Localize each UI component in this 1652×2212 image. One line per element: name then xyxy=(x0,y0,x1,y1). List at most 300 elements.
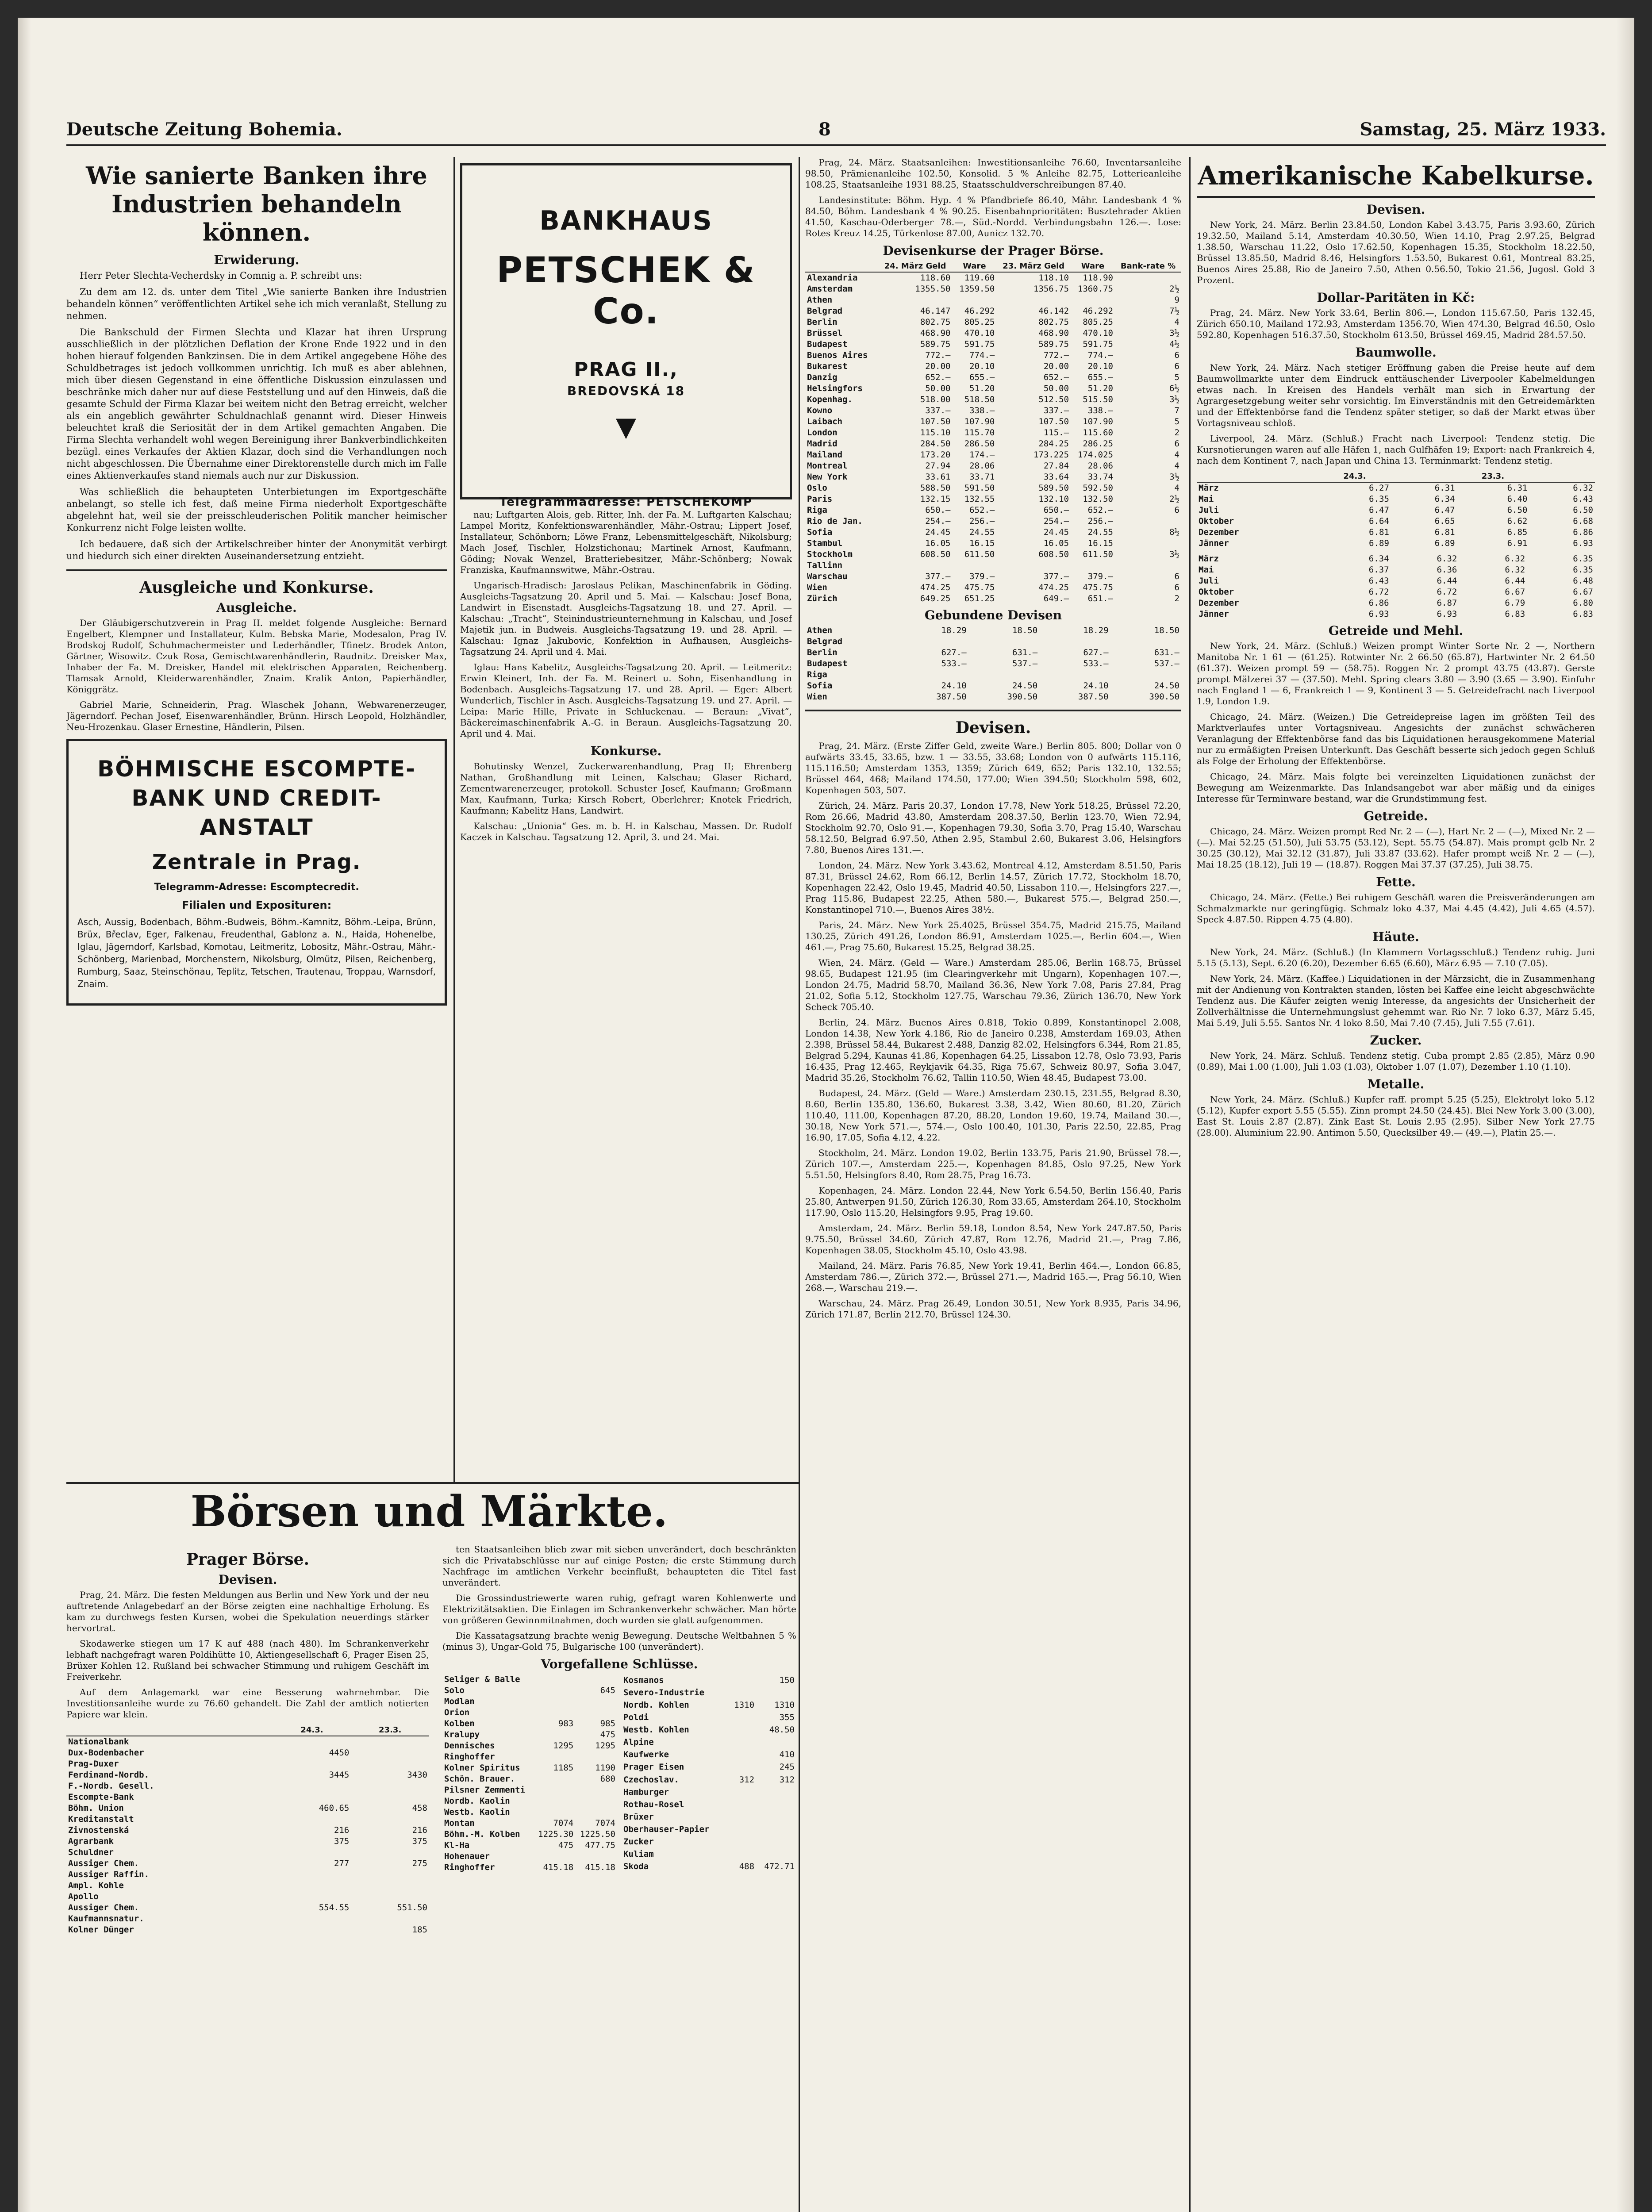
table-cell: 390.50 xyxy=(1007,692,1038,702)
table-cell xyxy=(351,1759,429,1770)
paragraph: New York, 24. März. (Kaffee.) Liquidationen in der Märzsicht, die in Zusammenhang mit der Andienung von Kontrakten standen, lösten bei Kaffee eine leicht abgeschwächte Tendenz aus. Die Käufer zeigten wenig Interesse, da angesichts der Unsicherheit der Zollverhältnisse die Unternehmungslust gehemmt war. Rio Nr. 7 loko 6.37, März 5.45, Mai 5.49, Juli 5.55. Santos Nr. 4 loko 8.50, Mai 7.40 (7.45), Juli 7.55 (7.61). xyxy=(1197,973,1595,1028)
table-cell xyxy=(728,1848,756,1861)
table-cell: 4½ xyxy=(1169,339,1179,349)
table-row xyxy=(805,328,1181,339)
table-cell: 312 xyxy=(739,1774,755,1785)
table-cell: 6.32 xyxy=(1505,554,1525,564)
table-cell: 591.75 xyxy=(964,339,995,349)
row-label: Berlin xyxy=(807,317,838,327)
table-cell: 338.— xyxy=(1087,406,1113,415)
row-label: Escompte-Bank xyxy=(68,1792,134,1802)
paragraph: Der Gläubigerschutzverein in Prag II. meldet folgende Ausgleiche: Bernard Engelbert, Klempner und Installateur, Kulm. Bebska Marie, Modesalon, Prag IV. Brodskoj Rudolf, Schuhmachermeister und Lederhändler, Tfinetz. Brodek Anton, Gärtner, Wisowitz. Czuk Rosa, Gemischtwarenhändlerin, Raudnitz. Dreisker Max, Inhaber der Fa. M. Dreisker, Handel mit elektrischen Apparaten, Reichenberg. Tlamsak Arnold, Kleiderwarenhändler, Znaim. Kralik Anton, Papierhändler, Königgrätz. xyxy=(66,618,447,695)
table-cell: 9 xyxy=(1174,295,1179,305)
table-row xyxy=(805,284,1181,295)
row-label: Kuliam xyxy=(623,1849,654,1859)
paragraph: Prag, 24. März. New York 33.64, Berlin 806.—, London 115.67.50, Paris 132.45, Zürich 650.10, Mailand 172.93, Amsterdam 1356.70, Wien 474.30, Belgrad 46.50, Oslo 592.80, Kopenhagen 516.37.50, Stockholm 613.50, Brüssel 469.45, Madrid 284.57.50. xyxy=(1197,307,1595,340)
boerse-column-right xyxy=(442,1544,796,2212)
row-label: Prag-Duxer xyxy=(68,1759,119,1769)
table-cell: 802.75 xyxy=(920,317,951,327)
table-row xyxy=(1197,482,1595,494)
table-cell: 185 xyxy=(412,1925,427,1935)
table-cell: 655.— xyxy=(969,373,995,382)
table-cell: 415.18 xyxy=(585,1863,615,1872)
devisen-table xyxy=(805,261,1181,604)
table-row xyxy=(442,1763,617,1774)
row-label: Stambul xyxy=(807,538,843,548)
table-cell: 46.142 xyxy=(1038,306,1069,316)
table-cell xyxy=(1039,636,1110,647)
table-cell: 312 xyxy=(779,1774,795,1785)
table-cell: 28.06 xyxy=(1087,461,1113,471)
column-1 xyxy=(66,157,447,1484)
table-cell xyxy=(1115,538,1181,549)
table-cell: 275 xyxy=(412,1859,427,1868)
row-label: Sofia xyxy=(807,527,833,537)
table-cell: 680 xyxy=(600,1774,615,1784)
table-cell: 805.25 xyxy=(1083,317,1113,327)
table-row xyxy=(805,691,1181,703)
table-cell: 173.225 xyxy=(1033,450,1069,460)
row-label: März xyxy=(1199,554,1219,564)
table-cell: 6.32 xyxy=(1437,554,1457,564)
row-label: Mailand xyxy=(807,450,843,460)
table-cell: 608.50 xyxy=(920,549,951,559)
table-cell: 551.50 xyxy=(397,1903,427,1912)
devisen-reports xyxy=(805,741,1181,1320)
row-label: Oberhauser-Papier xyxy=(623,1824,710,1835)
prager-boerse-title: Prager Börse. xyxy=(186,1550,310,1569)
table-cell: 173.20 xyxy=(920,450,951,460)
table-cell xyxy=(756,1686,796,1699)
table-cell: 18.29 xyxy=(941,626,967,635)
row-label: Alpine xyxy=(623,1737,654,1747)
table-row xyxy=(622,1774,796,1786)
table-row xyxy=(66,1792,429,1803)
table-cell: 379.— xyxy=(1087,572,1113,581)
table-cell: 20.00 xyxy=(1043,361,1069,371)
table-cell: 150 xyxy=(779,1675,795,1685)
table-cell: 337.— xyxy=(925,406,951,415)
table-row xyxy=(442,1674,617,1685)
row-label: Solo xyxy=(444,1686,465,1695)
table-cell xyxy=(952,295,996,306)
table-cell: 33.71 xyxy=(969,472,995,482)
row-label: Kl-Ha xyxy=(444,1840,470,1850)
table-cell: 6.93 xyxy=(1573,538,1593,548)
table-row xyxy=(442,1685,617,1696)
table-cell: 115.70 xyxy=(964,428,995,438)
table-cell: 533.— xyxy=(1083,659,1109,668)
table-cell: 7½ xyxy=(1169,306,1179,316)
row-label: Jänner xyxy=(1199,538,1229,548)
row-label: März xyxy=(1199,483,1219,493)
paragraph: New York, 24. März. Schluß. Tendenz stetig. Cuba prompt 2.85 (2.85), März 0.90 (0.89), Mai 1.00 (1.00), Juli 1.03 (1.03), Oktober 1.07 (1.07), Dezember 1.10 (1.10). xyxy=(1197,1050,1595,1072)
baumwolle-table-neworleans xyxy=(1197,553,1595,620)
table-row xyxy=(442,1796,617,1807)
table-cell: 774.— xyxy=(1087,350,1113,360)
page-fold-shadow xyxy=(18,18,31,2212)
table-cell: 477.75 xyxy=(585,1840,615,1850)
row-label: Laibach xyxy=(807,417,843,426)
table-row xyxy=(805,405,1181,416)
table-cell: 118.60 xyxy=(920,273,951,283)
table-cell: 6 xyxy=(1174,439,1179,449)
ausgleiche-text xyxy=(66,618,447,733)
table-cell: 533.— xyxy=(941,659,967,668)
ad-city: PRAG II., xyxy=(574,358,678,381)
getreide-title: Getreide und Mehl. xyxy=(1328,623,1464,638)
table-cell: 554.55 xyxy=(319,1903,350,1912)
column-rule xyxy=(1189,157,1191,2212)
table-cell: 6.93 xyxy=(1437,609,1457,619)
paragraph: Die Grossindustriewerte waren ruhig, gefragt waren Kohlenwerte und Elektrizitätsaktien. Die Einlagen im Schrankenverkehr schwächer. Man hörte von größeren Gewinnmitnahmen, doch wurden sie glatt aufgenommen. xyxy=(442,1593,796,1625)
table-cell: 774.— xyxy=(969,350,995,360)
row-label: Westb. Kaolin xyxy=(444,1807,510,1817)
devisenkurse-title: Devisenkurse der Prager Börse. xyxy=(883,243,1104,258)
table-cell: 7074 xyxy=(553,1818,574,1828)
row-label: Seliger & Balle xyxy=(444,1674,520,1684)
table-cell: 652.— xyxy=(925,373,951,382)
table-cell xyxy=(728,1674,756,1686)
table-cell: 1310 xyxy=(734,1700,755,1710)
table-cell: 468.90 xyxy=(920,328,951,338)
table-row xyxy=(805,438,1181,449)
row-label: Amsterdam xyxy=(807,284,853,294)
row-label: Oktober xyxy=(1199,587,1234,597)
table-cell: 649.— xyxy=(1043,594,1069,603)
table-cell: 132.10 xyxy=(1038,494,1069,504)
table-cell: 518.50 xyxy=(964,395,995,404)
table-cell: 3½ xyxy=(1169,395,1179,404)
table-cell: 6.43 xyxy=(1573,494,1593,504)
table-row xyxy=(66,1913,429,1924)
table-cell: 4450 xyxy=(329,1748,350,1758)
table-cell: 589.75 xyxy=(1038,339,1069,349)
row-label: Hohenauer xyxy=(444,1851,490,1861)
table-cell xyxy=(728,1724,756,1736)
row-label: F.-Nordb. Gesell. xyxy=(68,1781,154,1791)
table-row xyxy=(622,1724,796,1736)
table-cell: 33.64 xyxy=(1043,472,1069,482)
table-cell: 24.50 xyxy=(1012,681,1038,691)
paragraph: New York, 24. März. (Schluß.) (In Klammern Vortagsschluß.) Tendenz ruhig. Juni 5.15 (5.13), Sept. 6.20 (6.20), Dezember 6.65 (6.60), März 6.95 — 7.10 (7.05). xyxy=(1197,947,1595,968)
table-cell: 6.35 xyxy=(1573,554,1593,564)
row-label: Helsingfors xyxy=(807,384,863,393)
table-row xyxy=(622,1848,796,1861)
table-cell: 488 xyxy=(739,1862,755,1872)
masthead xyxy=(66,117,1606,146)
paragraph: Prag, 24. März. Die festen Meldungen aus Berlin und New York und der neu auftretende Anlagebedarf an der Börse zeigten eine nachhaltige Erholung. Es kam zu durchwegs festen Kursen, wobei die Spekulation neuerdings stärker hervortrat. xyxy=(66,1590,429,1633)
table-cell xyxy=(575,1707,617,1718)
paragraph: New York, 24. März. (Schluß.) Weizen prompt Winter Sorte Nr. 2 —, Northern Manitoba Nr. 1 61 — (61.25). Rotwinter Nr. 2 66.50 (65.87), Hartwinter Nr. 2 64.50 (61.37). Weizen prompt 59 — (58.75). Roggen Nr. 2 prompt 43.75 (43.87). Gerste prompt Mälzerei 37 — (37.50). Mehl. Spring clears 3.80 — 3.90 (3.65 — 3.90). Einfuhr nach England 1 — 6, Frankreich 1 — 9, Kontinent 3 — 5. Getreidefracht nach Liverpool 1.9, London 1.9. xyxy=(1197,641,1595,707)
paragraph: Ich bedauere, daß sich der Artikelschreiber hinter der Anonymität verbirgt und hiedurch sich einer direkten Auseinandersetzung entzieht. xyxy=(66,539,447,561)
table-row xyxy=(66,1902,429,1913)
table-cell xyxy=(756,1836,796,1848)
ad-branches-title: Filialen und Exposituren: xyxy=(181,899,332,911)
table-cell: 651.25 xyxy=(964,594,995,603)
table-cell: 51.20 xyxy=(969,384,995,393)
table-cell xyxy=(273,1781,351,1792)
row-label: Wien xyxy=(807,692,827,702)
table-cell: 6.86 xyxy=(1368,598,1389,608)
table-cell: 468.90 xyxy=(1038,328,1069,338)
row-label: Kopenhag. xyxy=(807,395,853,404)
table-cell: 6.64 xyxy=(1369,516,1389,526)
table-row xyxy=(805,582,1181,593)
table-row xyxy=(622,1798,796,1811)
table-row xyxy=(1197,565,1595,576)
table-row xyxy=(66,1847,429,1858)
table-row xyxy=(805,272,1181,284)
row-label: Sofia xyxy=(807,681,833,691)
table-cell: 472.71 xyxy=(764,1862,795,1872)
table-cell: 107.50 xyxy=(1038,417,1069,426)
table-cell xyxy=(728,1798,756,1811)
table-cell xyxy=(756,1848,796,1861)
row-label: Mai xyxy=(1199,565,1214,575)
table-cell: 6.36 xyxy=(1437,565,1457,575)
table-cell: 6.81 xyxy=(1434,527,1455,537)
devisen-subtitle: Devisen. xyxy=(218,1572,277,1587)
table-cell: 24.10 xyxy=(941,681,967,691)
table-cell xyxy=(728,1811,756,1823)
paragraph: Chicago, 24. März. Mais folgte bei vereinzelten Liquidationen zunächst der Bewegung am Weizenmarkte. Das Inlandsangebot war aber mäßig und da einiges Interesse für Terminware bestand, war die Grundstimmung fest. xyxy=(1197,771,1595,804)
table-cell xyxy=(273,1880,351,1891)
row-label: Kowno xyxy=(807,406,833,415)
table-cell: 475 xyxy=(558,1840,574,1850)
table-cell: 627.— xyxy=(1083,648,1109,657)
paragraph: Prag, 24. März. Staatsanleihen: Inwestitionsanleihe 76.60, Inventarsanleihe 98.50, Prämienanleihe 102.50, Konsolid. 5 % Anleihe 82.75, Lotterieanleihe 108.25, Staatsanleihe 1931 88.25, Staatsschuldverschreibungen 87.40. xyxy=(805,157,1181,190)
row-label: Budapest xyxy=(807,659,848,668)
row-label: Montan xyxy=(444,1818,475,1828)
table-cell xyxy=(1115,272,1181,284)
table-cell xyxy=(756,1811,796,1823)
fette-title: Fette. xyxy=(1376,875,1416,889)
paragraph: Die Bankschuld der Firmen Slechta und Klazar hat ihren Ursprung ausschließlich in der plötzlichen Deflation der Krone Ende 1922 und in den hohen hierauf folgenden Bankzinsen. Die in dem Artikel angegebene Höhe des Schuldbetrages ist jedoch vollkommen unrichtig. Ich muß es aber ablehnen, mich über diesen Gegenstand in eine öffentliche Diskussion einzulassen und beschränke mich daher nur auf diese Feststellung und auf den Hinweis, daß die gesamte Schuld der Firma Klazar bei weitem nicht den Betrag erreicht, welcher als ein angeblich gewährter Schuldnachlaß genannt wird. Dieser Hinweis beleuchtet kraß die Seriosität der in dem Artikel gemachten Angaben. Die Firma Slechta verhandelt wohl wegen Bereinigung ihrer Bankverbindlichkeiten bezügl. eines Verkaufes der Aktien Klazar, doch sind die Verhandlungen noch nicht abgeschlossen. Die Übernahme einer Direktorenstelle durch mich im Falle eines Aktienverkaufes stand niemals auch nur zur Diskussion. xyxy=(66,327,447,481)
table-row xyxy=(66,1770,429,1781)
table-cell xyxy=(968,636,1039,647)
table-cell: 2½ xyxy=(1169,494,1179,504)
table-cell: 537.— xyxy=(1154,659,1179,668)
row-label: Nordb. Kaolin xyxy=(444,1796,510,1806)
table-cell: 5 xyxy=(1174,373,1179,382)
table-cell: 338.— xyxy=(969,406,995,415)
table-row xyxy=(66,1858,429,1869)
metalle-title: Metalle. xyxy=(1367,1077,1425,1091)
boerse-report-continued xyxy=(442,1544,796,1652)
ad-firm-name: PETSCHEK & Co. xyxy=(496,250,756,332)
row-label: Aussiger Chem. xyxy=(68,1859,139,1868)
table-cell: 387.50 xyxy=(936,692,967,702)
row-label: Modlan xyxy=(444,1697,475,1706)
ad-telegram: Telegramm-Adresse: Escomptecredit. xyxy=(154,882,359,893)
table-cell: 627.— xyxy=(941,648,967,657)
row-label: Nationalbank xyxy=(68,1737,129,1747)
table-row xyxy=(622,1711,796,1724)
table-cell: 375 xyxy=(334,1836,350,1846)
table-cell: 1356.75 xyxy=(1033,284,1069,294)
table-cell: 6.79 xyxy=(1505,598,1525,608)
table-row xyxy=(805,669,1181,680)
row-label: Skoda xyxy=(623,1862,649,1872)
table-cell: 256.— xyxy=(1087,516,1113,526)
table-row xyxy=(622,1811,796,1823)
row-label: Athen xyxy=(807,295,833,305)
table-cell xyxy=(968,669,1039,680)
table-cell xyxy=(534,1785,576,1796)
table-cell: 46.147 xyxy=(920,306,951,316)
table-cell: 1225.50 xyxy=(580,1829,615,1839)
table-row xyxy=(442,1729,617,1740)
row-label: Berlin xyxy=(807,648,838,657)
table-cell xyxy=(756,1736,796,1749)
paragraph: Prag, 24. März. (Erste Ziffer Geld, zweite Ware.) Berlin 805. 800; Dollar von 0 aufwärts 33.45, 33.65, bzw. 1 — 33.55, 33.68; London von 0 aufwärts 115.116, 115.116.50; Amsterdam 1353, 1359; Zürich 649, 652; Paris 132.10, 132.55; Brüssel 464, 468; Mailand 174.50, 177.00; Wien 394.50; Stockholm 598, 602, Kopenhagen 503, 507. xyxy=(805,741,1181,795)
page-number: 8 xyxy=(818,119,831,140)
table-cell: 28.06 xyxy=(969,461,995,471)
table-cell xyxy=(575,1674,617,1685)
row-label: Aussiger Chem. xyxy=(68,1903,139,1912)
table-cell: 115.10 xyxy=(920,428,951,438)
table-cell xyxy=(575,1796,617,1807)
table-cell xyxy=(534,1774,576,1785)
table-row xyxy=(442,1785,617,1796)
paragraph: Skodawerke stiegen um 17 K auf 488 (nach 480). Im Schrankenverkehr lebhaft nachgefragt waren Poldihütte 10, Aktiengesellschaft 6, Prager Eisen 25, Brüxer Kohlen 12. Rußland bei schwacher Stimmung und ruhigem Geschäft im Freiverkehr. xyxy=(66,1638,429,1682)
paragraph: Amsterdam, 24. März. Berlin 59.18, London 8.54, New York 247.87.50, Paris 9.75.50, Brüssel 34.60, Zürich 47.87, Rom 12.76, Madrid 21.—, Prag 7.86, Kopenhagen 38.05, Stockholm 45.10, Oslo 43.98. xyxy=(805,1223,1181,1256)
column-3 xyxy=(805,157,1181,2212)
table-cell xyxy=(1110,636,1181,647)
market-reports xyxy=(1197,641,1595,1138)
table-cell: 655.— xyxy=(1087,373,1113,382)
table-cell: 6.91 xyxy=(1507,538,1528,548)
column-rule xyxy=(799,157,800,2212)
table-cell: 50.00 xyxy=(1043,384,1069,393)
table-cell: 6.83 xyxy=(1505,609,1525,619)
section-divider xyxy=(805,710,1181,711)
table-cell: 284.25 xyxy=(1038,439,1069,449)
table-row xyxy=(66,1880,429,1891)
table-cell xyxy=(534,1796,576,1807)
table-cell: 1359.50 xyxy=(959,284,995,294)
row-label: Rothau-Rosel xyxy=(623,1799,684,1809)
row-label: Poldi xyxy=(623,1712,649,1722)
table-cell xyxy=(756,1824,796,1836)
table-cell: 3½ xyxy=(1169,328,1179,338)
row-label: Paris xyxy=(807,494,833,504)
table-row xyxy=(1197,494,1595,505)
table-cell xyxy=(728,1736,756,1749)
stock-table-middle xyxy=(442,1674,617,1873)
table-cell: 1190 xyxy=(595,1763,615,1773)
table-row xyxy=(805,372,1181,383)
table-row xyxy=(805,295,1181,306)
table-cell: 6.67 xyxy=(1505,587,1525,597)
table-cell: 20.10 xyxy=(1087,361,1113,371)
table-cell: 132.50 xyxy=(1083,494,1113,504)
table-row xyxy=(805,527,1181,538)
dollar-paritaeten-title: Dollar-Paritäten in Kč: xyxy=(1317,290,1475,305)
row-label: Bukarest xyxy=(807,361,848,371)
paragraph: Landesinstitute: Böhm. Hyp. 4 % Pfandbriefe 86.40, Mähr. Landesbank 4 % 84.50, Böhm. Landesbank 4 % 90.25. Eisenbahnprioritäten: Busztehrader Aktien 41.50, Kaschau-Oderberger 78.—, Süd.-Nordd. Verbindungsbahn 126.—. Lose: Rotes Kreuz 14.25, Türkenlose 87.00, Aunicz 132.70. xyxy=(805,195,1181,238)
boerse-report xyxy=(66,1590,429,1720)
table-cell: 24.55 xyxy=(969,527,995,537)
table-cell xyxy=(728,1749,756,1761)
table-cell: 132.15 xyxy=(920,494,951,504)
table-cell: 6.72 xyxy=(1437,587,1457,597)
row-label: Zivnostenská xyxy=(68,1825,129,1835)
paragraph: Ungarisch-Hradisch: Jaroslaus Pelikan, Maschinenfabrik in Göding. Ausgleichs-Tagsatzung 20. April und 5. Mai. — Kalschau: Josef Bona, Landwirt in Eisenstadt. Ausgleichs-Tagsatzung 18. und 27. April. — Kalschau: „Tracht“, Steinindustrieunternehmung in Kalschau, und Josef Majetik jun. in Budweis. Ausgleichs-Tagsatzung 19. und 28. April. — Kalschau: Ignaz Jakubovic, Konfektion in Aufhausen, Ausgleichs-Tagsatzung 24. April und 4. Mai. xyxy=(460,580,792,657)
table-row xyxy=(622,1686,796,1699)
table-cell: 216 xyxy=(412,1825,427,1835)
table-cell: 18.29 xyxy=(1083,626,1109,635)
table-row xyxy=(1197,598,1595,609)
table-row xyxy=(66,1781,429,1792)
table-header-row: 24.3. 23.3. xyxy=(1197,471,1595,482)
table-row xyxy=(805,383,1181,394)
table-cell: 1310 xyxy=(774,1700,795,1710)
headline-rule xyxy=(66,1482,799,1484)
table-row xyxy=(805,516,1181,527)
table-cell: 650.— xyxy=(925,505,951,515)
table-row xyxy=(805,339,1181,350)
paragraph: Wien, 24. März. (Geld — Ware.) Amsterdam 285.06, Berlin 168.75, Brüssel 98.65, Budapest 121.95 (im Clearingverkehr mit Ungarn), Kopenhagen 107.—, London 24.75, Madrid 58.70, Mailand 36.36, New York 7.08, Paris 27.84, Prag 21.02, Sofia 5.12, Stockholm 127.75, Warschau 79.36, Zürich 136.70, New York Scheck 705.40. xyxy=(805,957,1181,1012)
row-label: Dennisches xyxy=(444,1741,495,1751)
row-label: Kolner Dünger xyxy=(68,1925,134,1935)
table-cell: 174.— xyxy=(969,450,995,460)
table-cell: 6.87 xyxy=(1437,598,1457,608)
table-row xyxy=(805,505,1181,516)
table-row xyxy=(622,1824,796,1836)
row-label: Rio de Jan. xyxy=(807,516,863,526)
issue-date: Samstag, 25. März 1933. xyxy=(1360,119,1606,140)
petschek-advertisement xyxy=(460,163,792,509)
table-cell: 6.83 xyxy=(1573,609,1593,619)
row-label: Schön. Brauer. xyxy=(444,1774,515,1784)
table-cell: 592.50 xyxy=(1083,483,1113,493)
table-cell: 6 xyxy=(1174,350,1179,360)
table-cell: 355 xyxy=(779,1712,795,1722)
row-label: Ampl. Kohle xyxy=(68,1881,124,1890)
table-cell xyxy=(756,1786,796,1798)
row-label: Mai xyxy=(1199,494,1214,504)
row-label: Ringhoffer xyxy=(444,1863,495,1872)
paragraph: Budapest, 24. März. (Geld — Ware.) Amsterdam 230.15, 231.55, Belgrad 8.30, 8.60, Berlin 135.80, 136.60, Bukarest 3.38, 3.42, Wien 80.60, 81.20, Zürich 110.40, 111.00, Kopenhagen 87.20, 88.20, London 19.60, 19.74, Mailand 30.—, 30.18, New York 571.—, 574.—, Oslo 100.40, 101.30, Paris 22.50, 22.85, Prag 16.90, 17.05, Sofia 4.12, 4.22. xyxy=(805,1088,1181,1143)
kabelkurse-title: Amerikanische Kabelkurse. xyxy=(1198,161,1594,191)
stock-table-right xyxy=(622,1674,796,1873)
table-row xyxy=(622,1761,796,1774)
paragraph: nau; Luftgarten Alois, geb. Ritter, Inh. der Fa. M. Luftgarten Kalschau; Lampel Moritz, Konfektionswarenhändler, Mähr.-Ostrau; Lippert Josef, Installateur, Schönborn; Löwe Franz, Lebensmittelgeschäft, Nikolsburg; Mach Josef, Tischler, Holzstichonau; Martinek Arnost, Kaufmann, Göding; Novak Wenzel, Bratteriebesitzer, Mähr.-Schönberg; Nowak Franziska, Kaufmannswitwe, Mähr.-Ostrau. xyxy=(460,509,792,575)
table-cell: 652.— xyxy=(1043,373,1069,382)
ad-telegram: Telegrammadresse: PETSCHEKOMP xyxy=(499,495,753,509)
row-label: Böhm.-M. Kolben xyxy=(444,1829,520,1839)
stock-table-left xyxy=(66,1724,429,1936)
table-cell: 652.— xyxy=(969,505,995,515)
table-row xyxy=(66,1924,429,1936)
table-cell: 6.68 xyxy=(1573,516,1593,526)
devisen-subtitle: Devisen. xyxy=(1366,202,1425,217)
table-cell: 415.18 xyxy=(543,1863,574,1872)
table-cell xyxy=(575,1785,617,1796)
table-cell: 6.32 xyxy=(1505,565,1525,575)
row-label: Hamburger xyxy=(623,1787,669,1797)
table-row xyxy=(805,593,1181,604)
table-cell xyxy=(534,1751,576,1763)
table-row xyxy=(622,1699,796,1711)
paragraph: Zu dem am 12. ds. unter dem Titel „Wie sanierte Banken ihre Industrien behandeln können“ veröffentlichten Artikel sehe ich mich veranlaßt, Stellung zu nehmen. xyxy=(66,287,447,321)
boersen-headline: Börsen und Märkte. xyxy=(190,1486,668,1536)
ad-title: BÖHMISCHE ESCOMPTE-BANK UND CREDIT-ANSTALT xyxy=(97,756,416,840)
table-cell xyxy=(534,1707,576,1718)
row-label: Budapest xyxy=(807,339,848,349)
